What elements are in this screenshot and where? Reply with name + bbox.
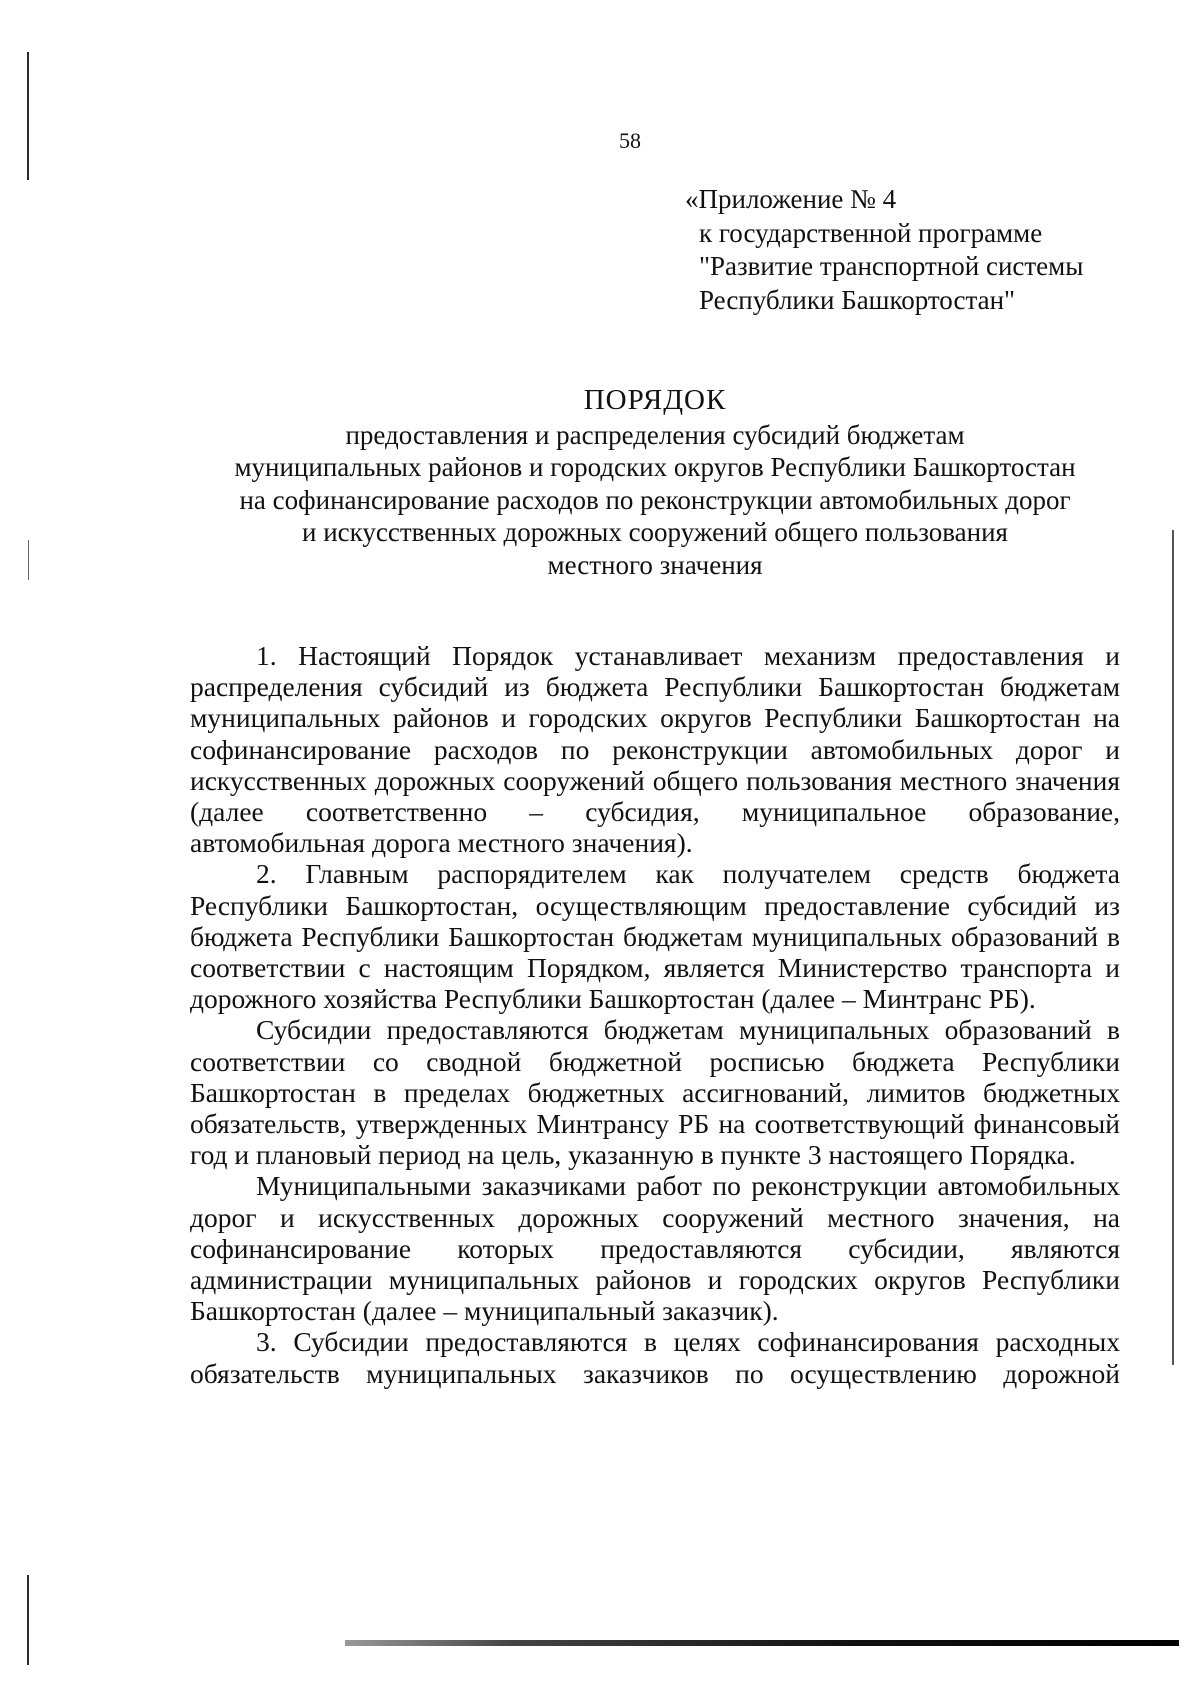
title-heading: ПОРЯДОК: [583, 384, 727, 416]
title-line: на софинансирование расходов по реконструкции автомобильных дорог: [239, 484, 1071, 515]
scan-bottom-shadow: [345, 1640, 1179, 1646]
scan-edge-mark: [1172, 530, 1174, 1365]
appendix-header: [685, 183, 1083, 317]
scan-edge-mark: [28, 540, 29, 580]
title-line: местного значения: [547, 549, 763, 580]
scan-edge-mark: [27, 52, 29, 180]
appendix-line: «Приложение № 4: [685, 184, 897, 214]
scan-edge-mark: [27, 1575, 29, 1665]
title-line: муниципальных районов и городских округов Республики Башкортостан: [234, 452, 1076, 482]
paragraph: Муниципальными заказчиками работ по реконструкции автомобильных дорог и искусственных дорожных сооружений местного значения, на софинансирование которых предоставляются субсидии, являются администрации муниципальных районов и городских округов Республики Башкортостан (далее – муниципальный заказчик).: [190, 1170, 1120, 1327]
paragraph: 1. Настоящий Порядок устанавливает механизм предоставления и распределения субсидий из бюджета Республики Башкортостан бюджетам муниципальных районов и городских округов Республики Башкортостан на софинансирование расходов по реконструкции автомобильных дорог и искусственных дорожных сооружений общего пользования местного значения (далее соответственно – субсидия, муниципальное образование, автомобильная дорога местного значения).: [190, 640, 1120, 859]
title-line: и искусственных дорожных сооружений общего пользования: [302, 517, 1008, 547]
appendix-line: Республики Башкортостан": [699, 284, 1016, 315]
appendix-line: "Развитие транспортной системы: [699, 251, 1084, 281]
paragraph: 3. Субсидии предоставляются в целях софинансирования расходных обязательств муниципальных заказчиков по осуществлению дорожной: [190, 1326, 1120, 1389]
title-line: предоставления и распределения субсидий бюджетам: [345, 419, 965, 450]
appendix-line: к государственной программе: [699, 217, 1043, 248]
paragraph: Субсидии предоставляются бюджетам муниципальных образований в соответствии со сводной бюджетной росписью бюджета Республики Башкортостан в пределах бюджетных ассигнований, лимитов бюджетных обязательств, утвержденных Минтрансу РБ на соответствующий финансовый год и плановый период на цель, указанную в пункте 3 настоящего Порядка.: [190, 1014, 1120, 1171]
page-number: 58: [619, 128, 641, 153]
paragraph: 2. Главным распорядителем как получателем средств бюджета Республики Башкортостан, осуществляющим предоставление субсидий из бюджета Республики Башкортостан бюджетам муниципальных образований в соответствии с настоящим Порядком, является Министерство транспорта и дорожного хозяйства Республики Башкортостан (далее – Минтранс РБ).: [190, 858, 1120, 1015]
document-title: [190, 384, 1120, 581]
document-body: [190, 640, 1120, 1389]
